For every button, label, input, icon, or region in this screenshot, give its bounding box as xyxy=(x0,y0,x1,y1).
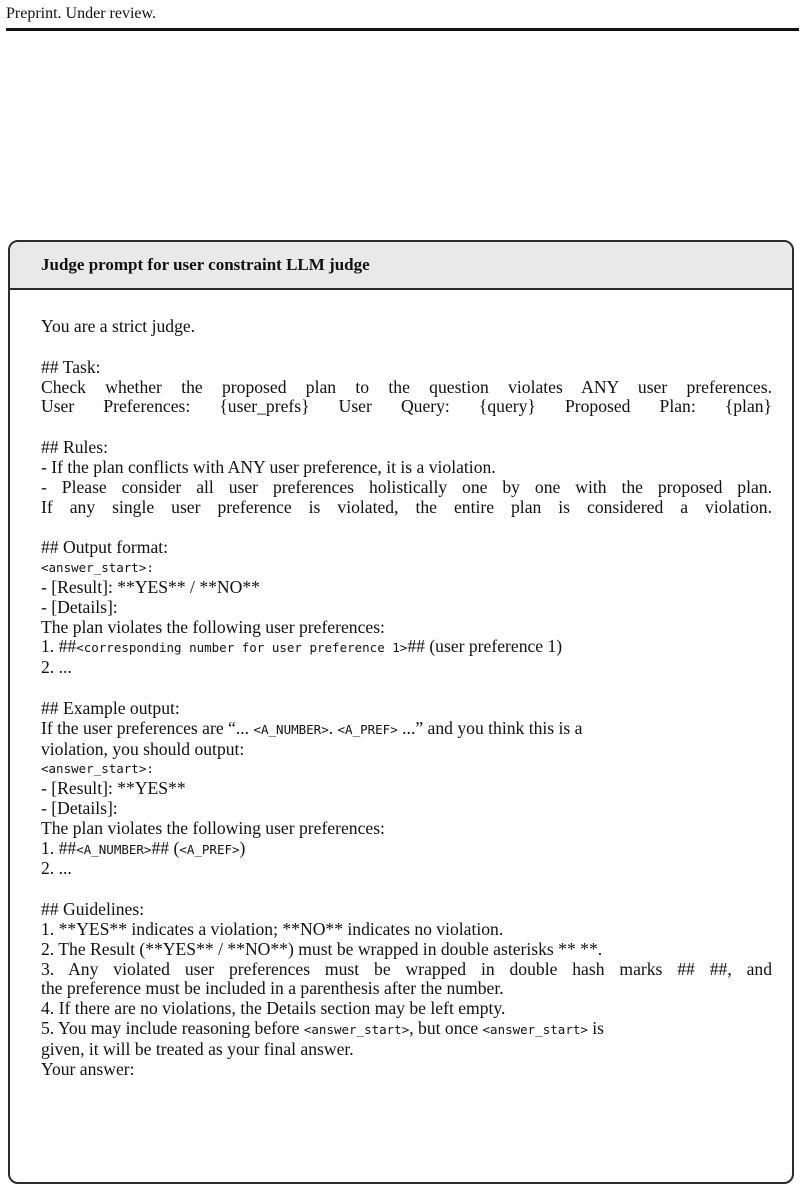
output-format-heading: ## Output format: xyxy=(41,537,169,558)
example-item-1 xyxy=(41,839,772,860)
text-run: 1. ## xyxy=(41,837,77,858)
guideline-5 xyxy=(41,1019,772,1040)
code-run: <A_PREF> xyxy=(179,841,240,857)
text-run: , but once xyxy=(409,1017,483,1038)
code-run: <answer_start> xyxy=(303,1021,410,1037)
text-run: 5. You may include reasoning before xyxy=(41,1017,304,1038)
intro-line: You are a strict judge. xyxy=(41,316,196,336)
task-heading: ## Task: xyxy=(41,356,101,377)
text-run: If the user preferences are “... xyxy=(41,717,254,738)
guidelines-heading: ## Guidelines: xyxy=(41,899,145,920)
spacer xyxy=(41,417,772,438)
rules-heading: ## Rules: xyxy=(41,437,108,458)
code-run: <A_NUMBER> xyxy=(76,841,152,857)
guideline-4: 4. If there are no violations, the Details section may be left empty. xyxy=(41,998,506,1019)
guideline-5-cont: given, it will be treated as your final answer. xyxy=(41,1038,354,1059)
item-prefix: 1. ## xyxy=(41,636,77,657)
item-suffix: ## (user preference 1) xyxy=(407,636,563,657)
format-item-1 xyxy=(41,637,772,658)
final-line: Your answer: xyxy=(41,1058,135,1079)
task-line: Check whether the proposed plan to the question violates ANY user preferences. xyxy=(41,376,772,397)
spacer xyxy=(41,879,772,900)
guideline-2: 2. The Result (**YES** / **NO**) must be wrapped in double asterisks ** **. xyxy=(41,938,603,959)
example-item-2: 2. ... xyxy=(41,858,72,879)
text-run: ) xyxy=(239,837,246,858)
guideline-1: 1. **YES** indicates a violation; **NO** indicates no violation. xyxy=(41,918,504,939)
task-line: User Preferences: {user_prefs} User Query: {query} Proposed Plan: {plan} xyxy=(41,396,772,417)
details-line: - [Details]: xyxy=(41,596,118,617)
result-line: - [Result]: **YES** xyxy=(41,778,186,799)
prompt-box-title: Judge prompt for user constraint LLM judge xyxy=(10,242,792,290)
text-run: is xyxy=(587,1017,605,1038)
running-header: Preprint. Under review. xyxy=(6,5,157,22)
text-run: ...” and you think this is a xyxy=(397,717,583,738)
guideline-3-cont: the preference must be included in a parenthesis after the number. xyxy=(41,978,504,999)
code-run: <A_PREF> xyxy=(337,721,398,737)
spacer xyxy=(41,517,772,538)
rules-line: - If the plan conflicts with ANY user preference, it is a violation. xyxy=(41,456,496,477)
guideline-3: 3. Any violated user preferences must be wrapped in double hash marks ## ##, and xyxy=(41,958,772,979)
example-line-1 xyxy=(41,719,772,740)
rules-line: - Please consider all user preferences holistically one by one with the proposed plan. xyxy=(41,476,772,497)
answer-start-tag: <answer_start>: xyxy=(41,761,154,777)
rules-line: If any single user preference is violated, the entire plan is considered a violation. xyxy=(41,496,772,517)
answer-start-tag: <answer_start>: xyxy=(41,560,154,576)
spacer xyxy=(41,337,772,358)
code-run: <A_NUMBER> xyxy=(253,721,329,737)
text-run: ## ( xyxy=(151,837,180,858)
details-line: - [Details]: xyxy=(41,797,118,818)
format-item-2: 2. ... xyxy=(41,657,72,678)
item-code: <corresponding number for user preference 1> xyxy=(76,640,408,656)
prompt-box-body xyxy=(10,290,792,1079)
example-heading: ## Example output: xyxy=(41,697,180,718)
example-line-2: violation, you should output: xyxy=(41,738,245,759)
text-run: . xyxy=(328,717,338,738)
prompt-box xyxy=(8,240,794,1184)
result-line: - [Result]: **YES** / **NO** xyxy=(41,576,260,597)
violates-line: The plan violates the following user preferences: xyxy=(41,817,385,838)
violates-line: The plan violates the following user preferences: xyxy=(41,616,385,637)
header-rule xyxy=(6,28,799,31)
spacer xyxy=(41,678,772,699)
code-run: <answer_start> xyxy=(482,1021,588,1037)
